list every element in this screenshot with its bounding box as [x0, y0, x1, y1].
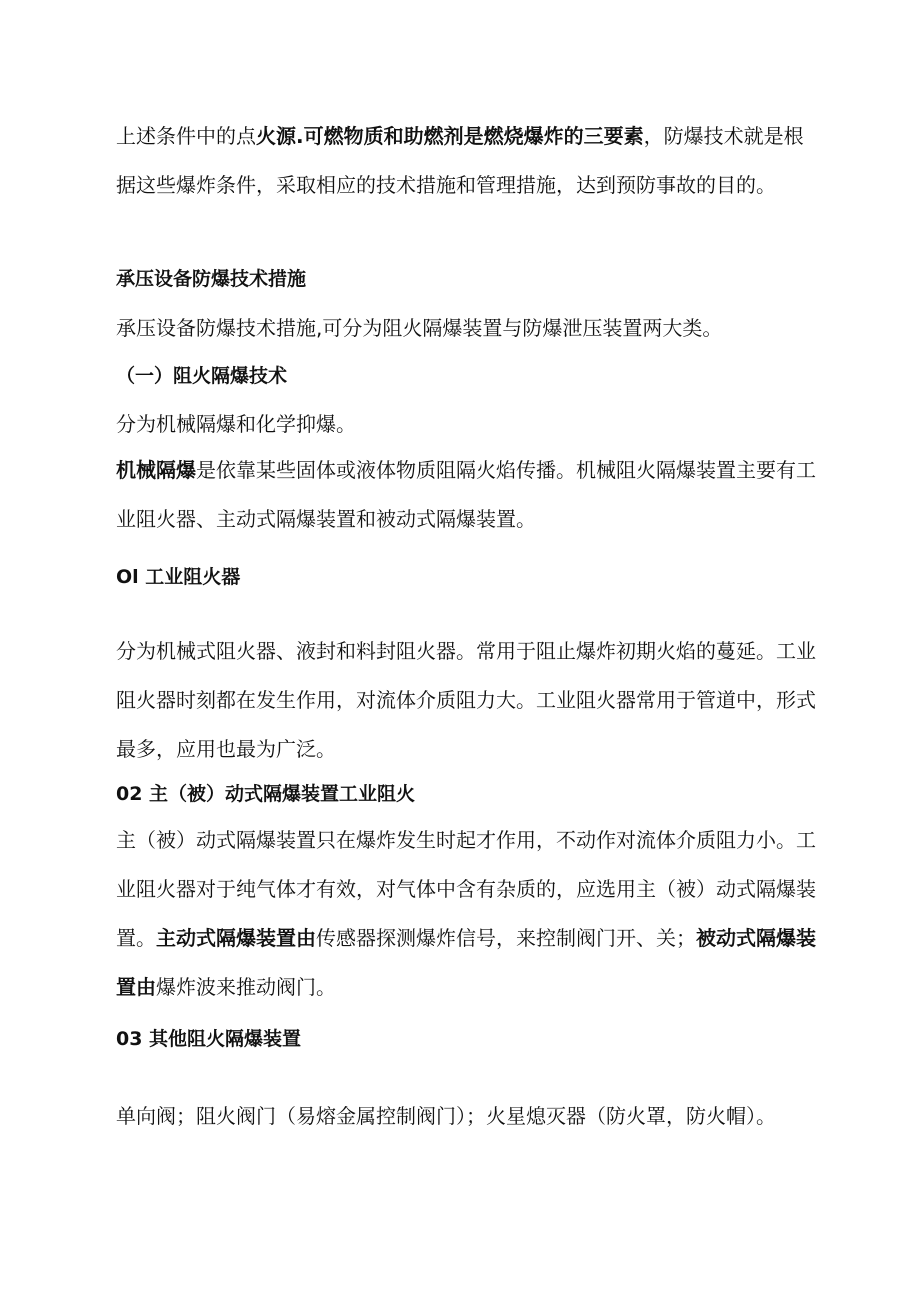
- intro-paragraph: [116, 112, 816, 210]
- item1-paragraph: 分为机械式阻火器、液封和料封阻火器。常用于阻止爆炸初期火焰的蔓延。工业阻火器时刻都在发生作用，对流体介质阻力大。工业阻火器常用于管道中，形式最多，应用也最为广泛。: [116, 639, 816, 761]
- intro-text-2: ，防爆技术就是根据这些爆炸条件，采取相应的技术措施和管理措施，达到预防事故的目的。: [116, 124, 804, 197]
- item1-title: Ol 工业阻火器: [116, 566, 241, 588]
- part1-title: （一）阻火隔爆技术: [116, 365, 288, 387]
- mechanical-isolation-paragraph: [116, 446, 816, 544]
- item2-text-1: 主（被）动式隔爆装置只在爆炸发生时起才作用，不动作对流体介质阻力小。工业阻火器对于纯气体才有效，对气体中含有杂质的，应选用主（被）动式隔爆装置。: [116, 828, 816, 950]
- item2-text-2: 传感器探测爆炸信号，来控制阀门开、关；: [316, 926, 696, 950]
- item3-title: 03 其他阻火隔爆装置: [116, 1028, 302, 1050]
- item2-bold-active: 主动式隔爆装置由: [156, 926, 316, 950]
- mechanical-isolation-bold: 机械隔爆: [116, 458, 196, 482]
- section-intro: 承压设备防爆技术措施,可分为阻火隔爆装置与防爆泄压装置两大类。: [116, 316, 723, 340]
- intro-bold-three-elements: 火源.可燃物质和助燃剂是燃烧爆炸的三要素: [256, 124, 644, 148]
- item2-bold-passive: 被动式隔爆装置由: [116, 926, 816, 999]
- intro-text-1: 上述条件中的点: [116, 124, 256, 148]
- mechanical-isolation-text: 是依靠某些固体或液体物质阻隔火焰传播。机械阻火隔爆装置主要有工业阻火器、主动式隔爆装置和被动式隔爆装置。: [116, 458, 816, 531]
- item2-paragraph: [116, 816, 816, 1012]
- part1-line1: 分为机械隔爆和化学抑爆。: [116, 412, 356, 436]
- section-title: 承压设备防爆技术措施: [116, 268, 307, 290]
- item2-text-3: 爆炸波来推动阀门。: [156, 975, 336, 999]
- item3-paragraph: 单向阀；阻火阀门（易熔金属控制阀门）；火星熄灭器（防火罩，防火帽）。: [116, 1104, 776, 1128]
- item2-title: 02 主（被）动式隔爆装置工业阻火: [116, 783, 416, 805]
